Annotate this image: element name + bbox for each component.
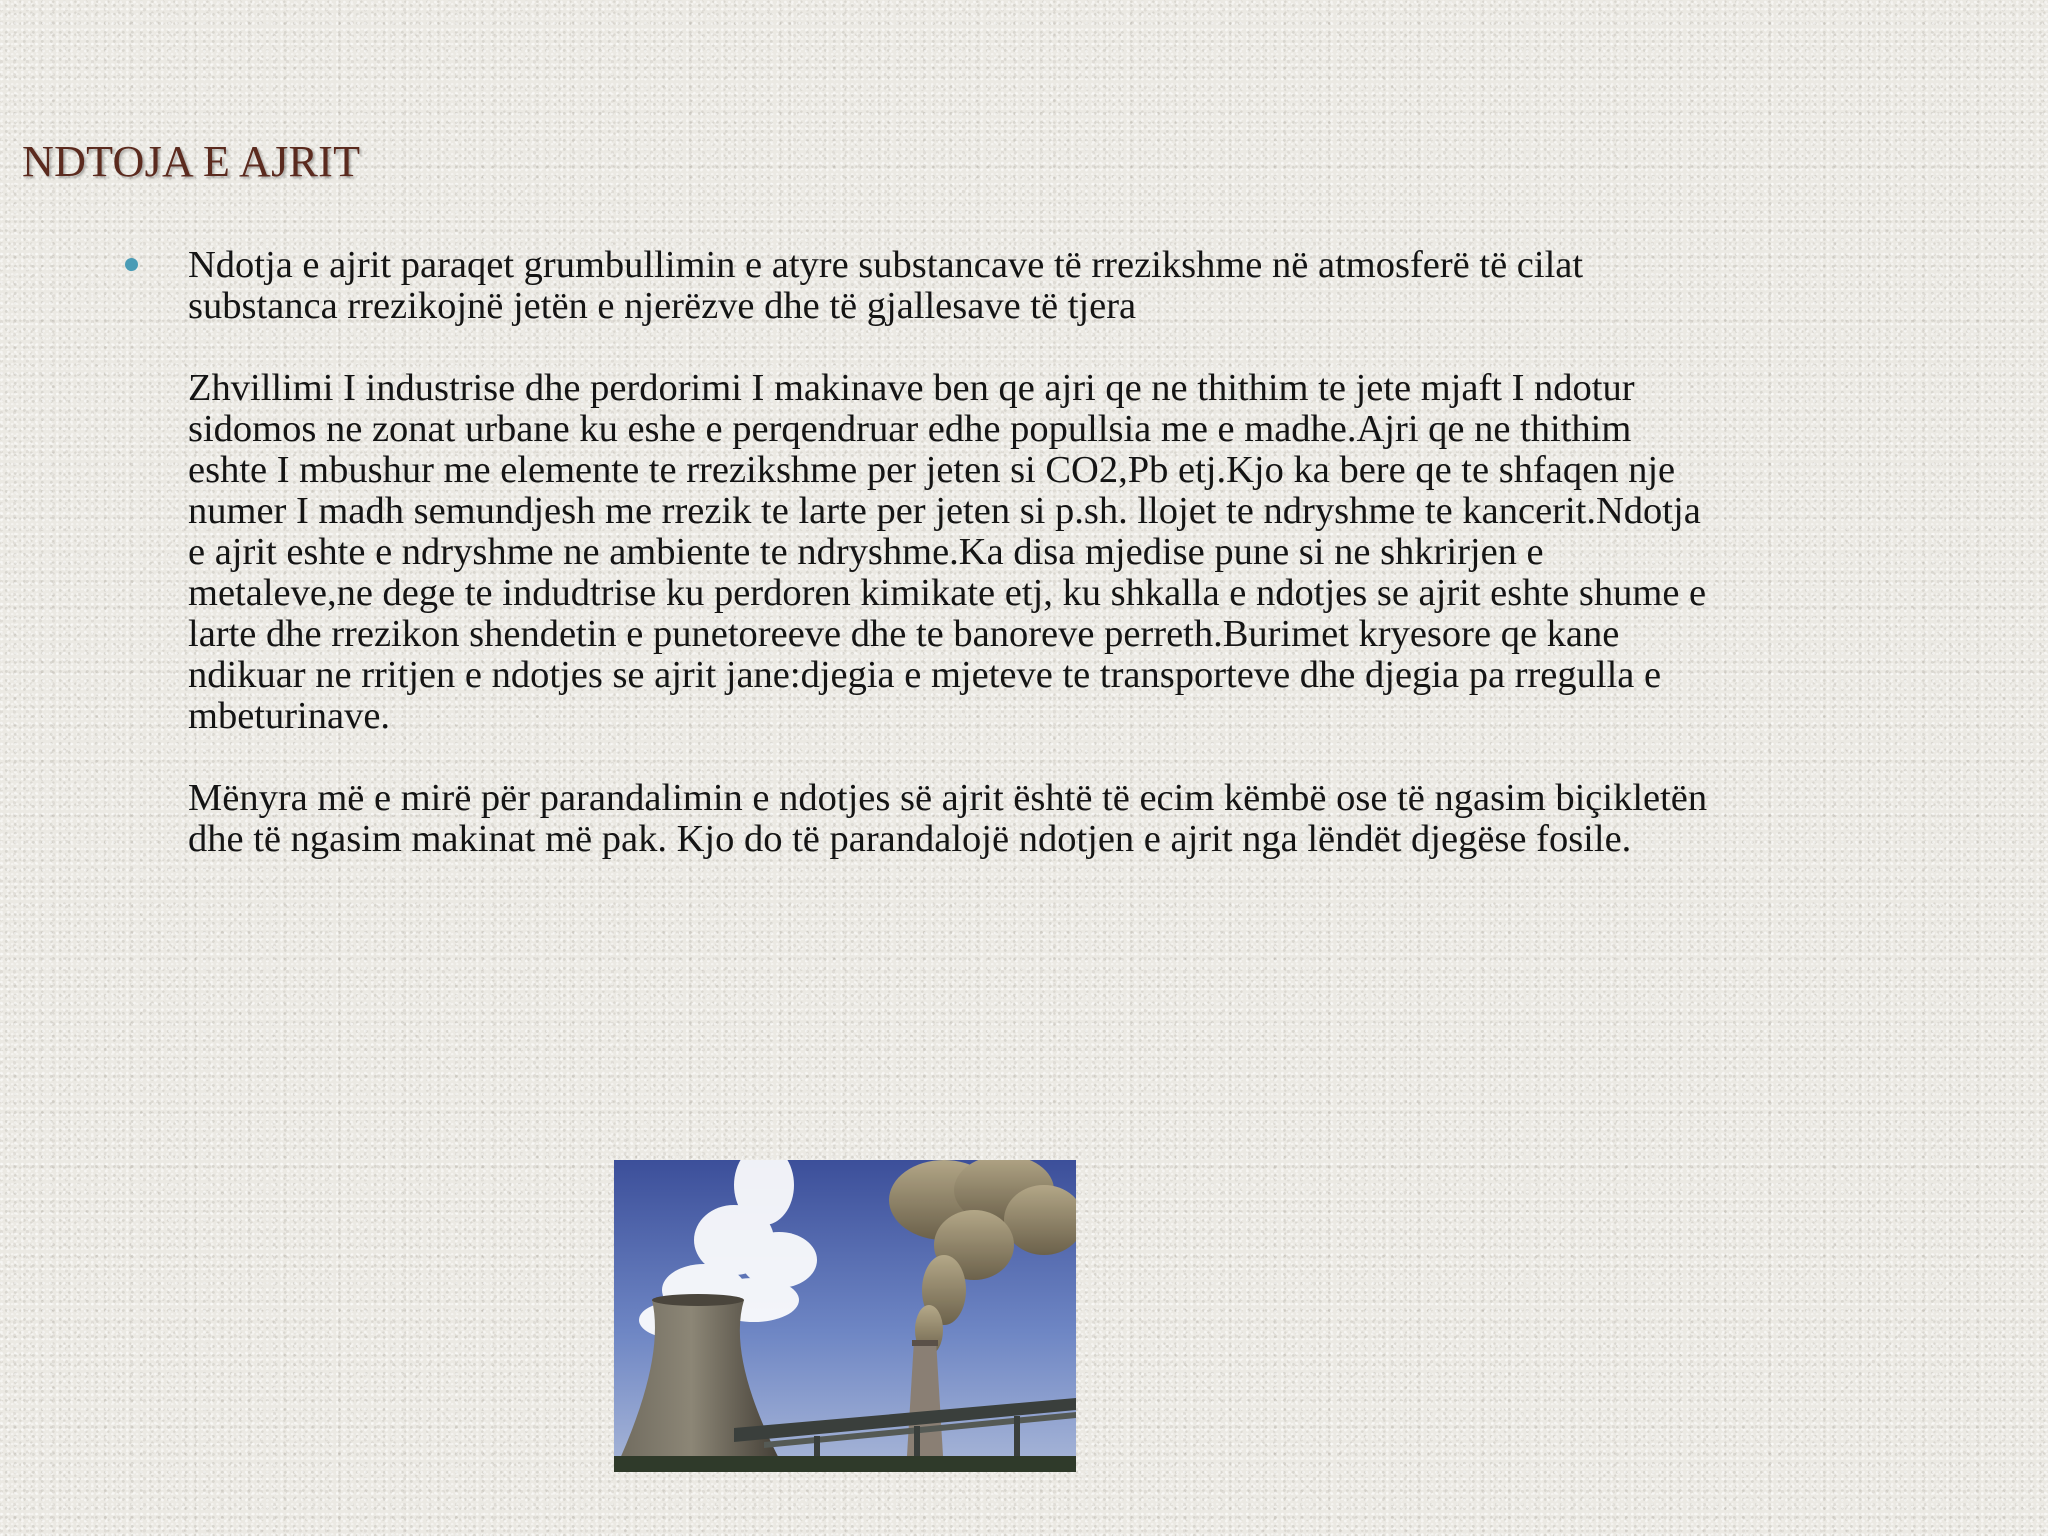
paragraph-definition: Ndotja e ajrit paraqet grumbullimin e atyre substancave të rrezikshme në atmosferë të cilat substanca rrezikojnë jetën e njerëzve dhe të gjallesave të tjera bbox=[188, 244, 1584, 327]
slide-title: NDTOJA E AJRIT bbox=[22, 137, 361, 186]
slide-body bbox=[188, 245, 1708, 860]
paragraph-prevention: Mënyra më e mirë për parandalimin e ndotjes së ajrit është të ecim këmbë ose të ngasim biçikletën dhe të ngasim makinat më pak. Kjo do të parandalojë ndotjen e ajrit nga lëndët djegëse fosile. bbox=[188, 777, 1708, 860]
power-plant-image bbox=[614, 1160, 1076, 1472]
bullet-icon bbox=[125, 258, 138, 271]
power-plant-illustration bbox=[614, 1160, 1076, 1472]
paragraph-causes: Zhvillimi I industrise dhe perdorimi I makinave ben qe ajri qe ne thithim te jete mjaft I ndotur sidomos ne zonat urbane ku eshe e perqendruar edhe popullsia me e madhe.Ajri qe ne thithim eshte I mbushur me elemente te rrezikshme per jeten si CO2,Pb etj.Kjo ka bere qe te shfaqen nje numer I madh semundjesh me rrezik te larte per jeten si p.sh. llojet te ndryshme te kancerit.Ndotja e ajrit eshte e ndryshme ne ambiente te ndryshme.Ka disa mjedise pune si ne shkrirjen e metaleve,ne dege te indudtrise ku perdoren kimikate etj, ku shkalla e ndotjes se ajrit eshte shume e larte dhe rrezikon shendetin e punetoreeve dhe te banoreve perreth.Burimet kryesore qe kane ndikuar ne rritjen e ndotjes se ajrit jane:djegia e mjeteve te transporteve dhe djegia pa rregulla e mbeturinave. bbox=[188, 367, 1707, 737]
